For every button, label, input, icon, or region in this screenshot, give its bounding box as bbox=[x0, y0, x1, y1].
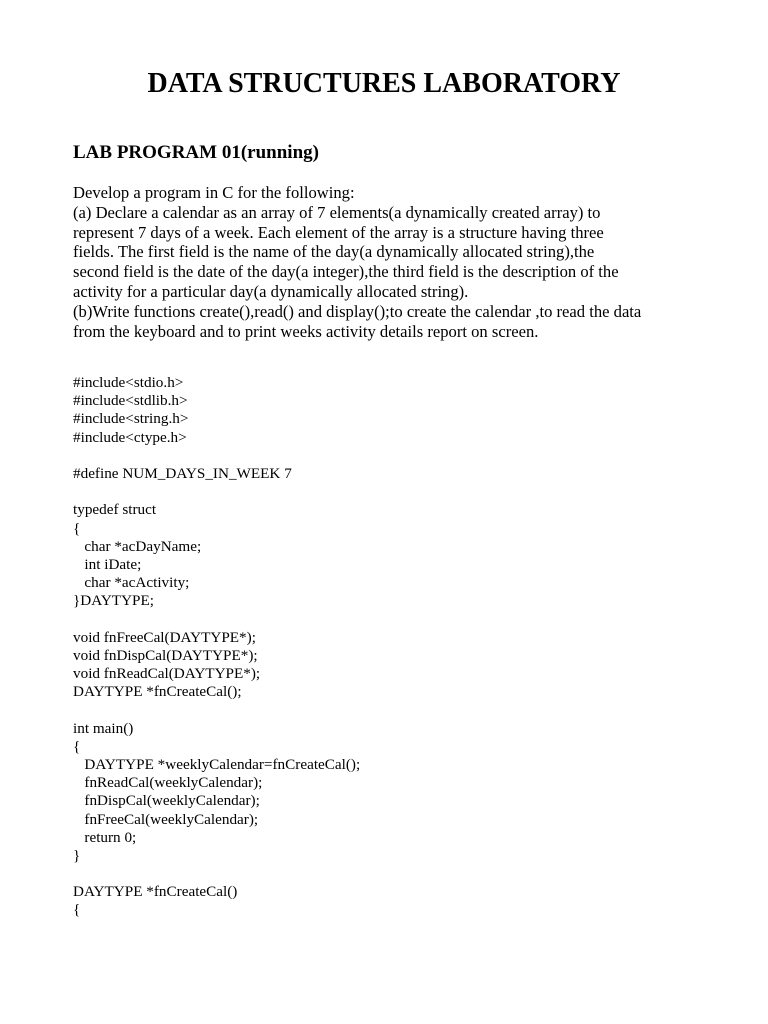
code-line: }DAYTYPE; bbox=[73, 592, 154, 610]
lab-program-heading: LAB PROGRAM 01(running) bbox=[73, 142, 319, 163]
code-line bbox=[73, 701, 713, 719]
code-line: char *acActivity; bbox=[73, 574, 190, 592]
code-line bbox=[73, 865, 713, 883]
code-line: { bbox=[73, 901, 81, 919]
description-line: (a) Declare a calendar as an array of 7 elements(a dynamically created array) to bbox=[73, 202, 601, 222]
code-line: DAYTYPE *weeklyCalendar=fnCreateCal(); bbox=[73, 755, 361, 773]
code-line: { bbox=[73, 519, 81, 537]
code-line: int main() bbox=[73, 719, 134, 737]
code-line: typedef struct bbox=[73, 501, 157, 519]
program-description bbox=[73, 183, 713, 341]
description-line: Develop a program in C for the following: bbox=[73, 183, 355, 202]
code-line: } bbox=[73, 846, 81, 864]
document-title: DATA STRUCTURES LABORATORY bbox=[147, 68, 621, 99]
code-line: #define NUM_DAYS_IN_WEEK 7 bbox=[73, 464, 292, 482]
description-line: represent 7 days of a week. Each element of the array is a structure having three bbox=[73, 222, 604, 242]
code-line bbox=[73, 483, 713, 501]
code-line: void fnFreeCal(DAYTYPE*); bbox=[73, 628, 256, 646]
code-line: void fnDispCal(DAYTYPE*); bbox=[73, 646, 258, 664]
code-line: char *acDayName; bbox=[73, 537, 202, 555]
code-line: return 0; bbox=[73, 828, 137, 846]
description-line: from the keyboard and to print weeks activity details report on screen. bbox=[73, 321, 539, 341]
description-line: (b)Write functions create(),read() and display();to create the calendar ,to read the data bbox=[73, 301, 642, 321]
code-line: #include<string.h> bbox=[73, 410, 189, 428]
code-line: #include<ctype.h> bbox=[73, 428, 187, 446]
code-line: void fnReadCal(DAYTYPE*); bbox=[73, 665, 261, 682]
code-line bbox=[73, 610, 713, 628]
code-line: int iDate; bbox=[73, 555, 142, 573]
code-line: DAYTYPE *fnCreateCal() bbox=[73, 883, 238, 901]
description-line: fields. The first field is the name of the day(a dynamically allocated string),the bbox=[73, 242, 595, 262]
description-line: activity for a particular day(a dynamically allocated string). bbox=[73, 281, 469, 301]
code-line: fnReadCal(weeklyCalendar); bbox=[73, 774, 263, 792]
code-line: #include<stdio.h> bbox=[73, 374, 184, 391]
code-line: fnFreeCal(weeklyCalendar); bbox=[73, 810, 259, 828]
code-line bbox=[73, 447, 713, 465]
code-line: fnDispCal(weeklyCalendar); bbox=[73, 792, 260, 810]
code-line: #include<stdlib.h> bbox=[73, 392, 188, 410]
description-line: second field is the date of the day(a integer),the third field is the description of the bbox=[73, 262, 619, 282]
code-line: { bbox=[73, 737, 81, 755]
code-line: DAYTYPE *fnCreateCal(); bbox=[73, 683, 242, 701]
source-code-listing bbox=[73, 374, 713, 920]
